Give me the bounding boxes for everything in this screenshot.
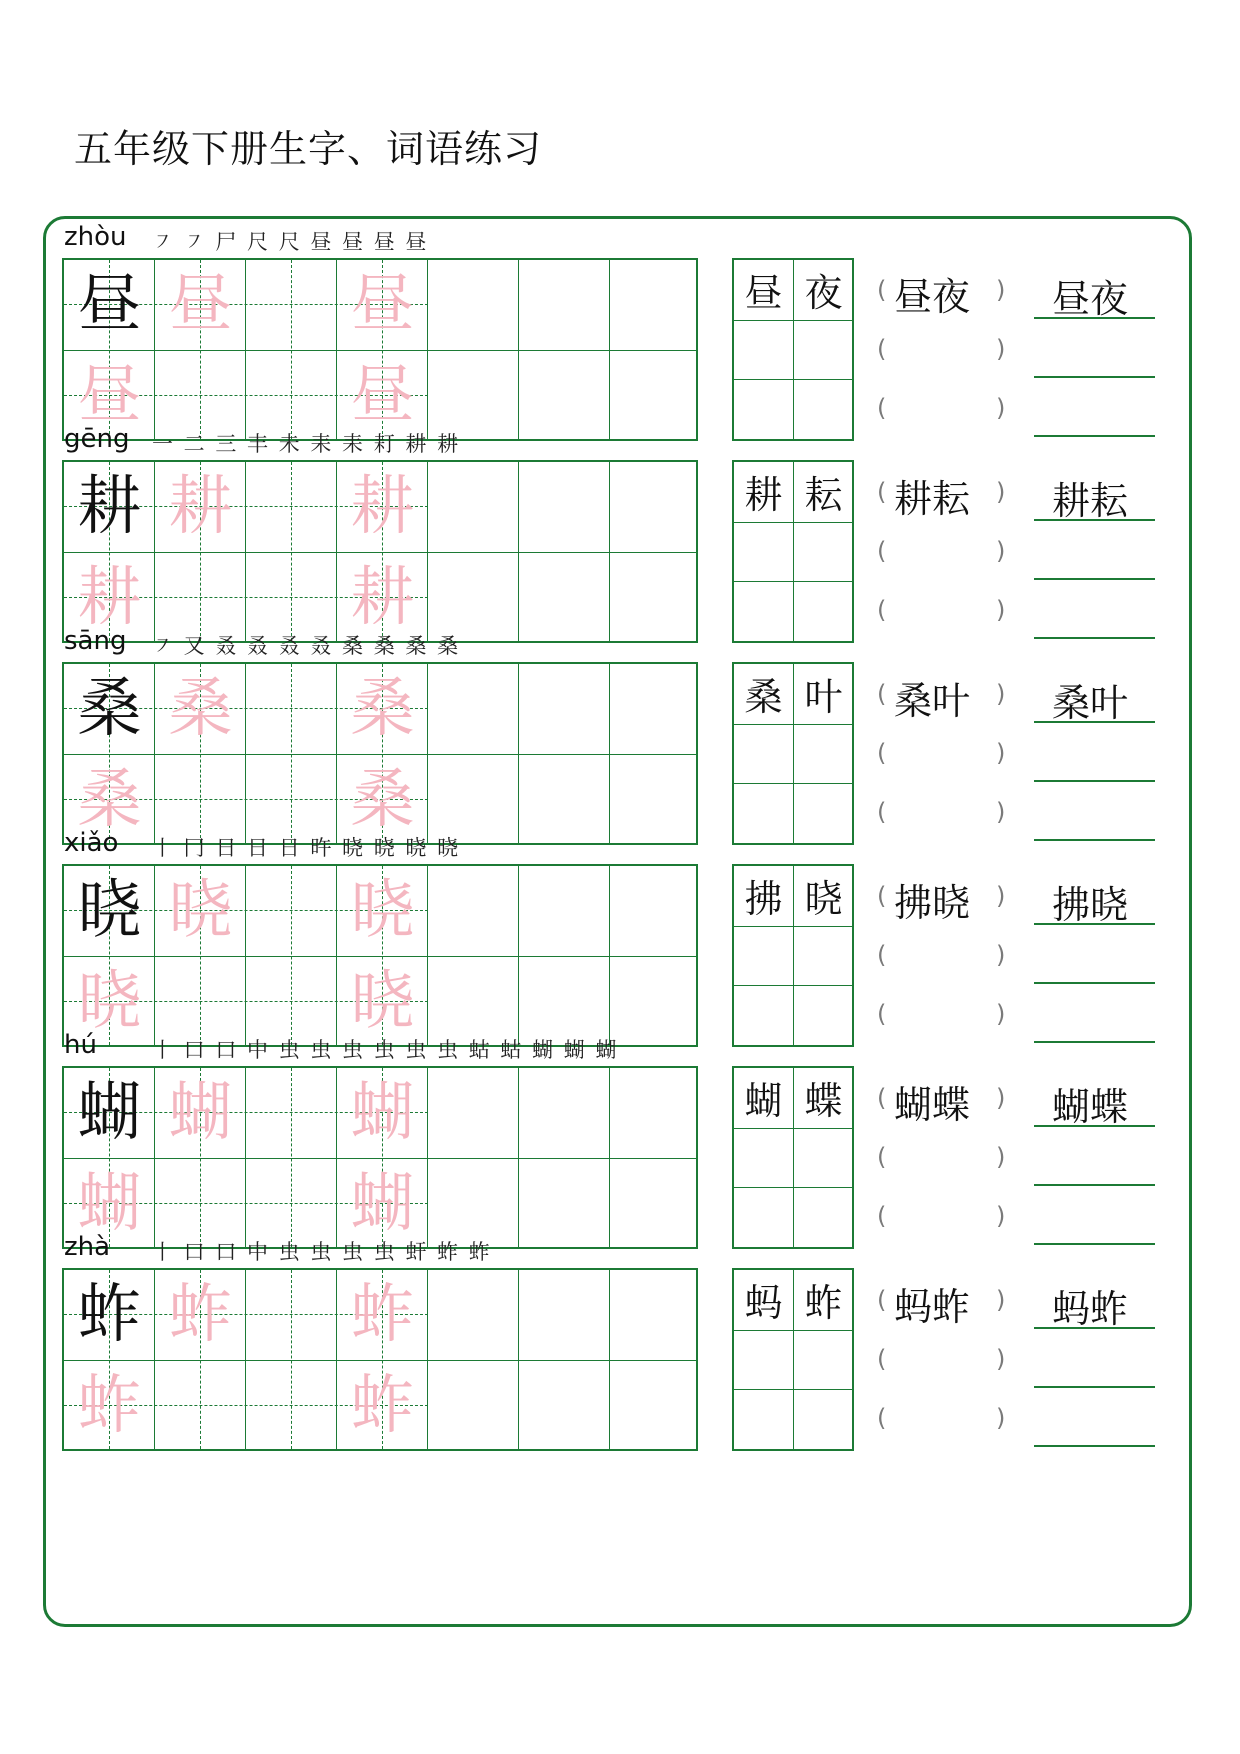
grid-line bbox=[734, 320, 852, 321]
paren-close: ) bbox=[996, 1000, 1006, 1028]
grid-line bbox=[734, 1389, 852, 1390]
model-character bbox=[64, 260, 155, 351]
paren-close: ) bbox=[996, 335, 1006, 363]
character-glyph: 桑 bbox=[350, 762, 415, 837]
pinyin-label: sāng bbox=[64, 626, 127, 656]
paren-close: ) bbox=[996, 478, 1006, 506]
guide-line bbox=[291, 260, 292, 439]
copy-word: 桑叶 bbox=[1052, 681, 1129, 725]
writing-line[interactable] bbox=[1034, 1445, 1155, 1447]
word-char: 蝶 bbox=[804, 1079, 843, 1123]
character-entry bbox=[62, 626, 1162, 855]
trace-character bbox=[337, 1270, 428, 1361]
word-char: 晓 bbox=[804, 877, 843, 921]
trace-character bbox=[337, 462, 428, 553]
paren-open: ( bbox=[877, 1202, 887, 1230]
word-grid bbox=[732, 460, 854, 643]
character-glyph: 蚱 bbox=[77, 1278, 142, 1353]
character-glyph: 耕 bbox=[350, 470, 415, 545]
word-char: 夜 bbox=[804, 271, 843, 315]
word-char: 拂 bbox=[744, 877, 783, 921]
grid-line bbox=[734, 724, 852, 725]
character-glyph: 耕 bbox=[168, 470, 233, 545]
trace-character bbox=[155, 1270, 246, 1361]
grid-line bbox=[734, 926, 852, 927]
copy-word: 昼夜 bbox=[1052, 277, 1129, 321]
character-glyph: 桑 bbox=[168, 672, 233, 747]
character-glyph: 蚱 bbox=[350, 1278, 415, 1353]
paren-open: ( bbox=[877, 680, 887, 708]
word-char: 蚱 bbox=[804, 1281, 843, 1325]
model-character bbox=[64, 664, 155, 755]
trace-character bbox=[337, 866, 428, 957]
stroke-order: 丨 口 口 中 虫 虫 虫 虫 虷 蚱 蚱 bbox=[152, 1240, 492, 1264]
guide-line bbox=[291, 462, 292, 641]
paren-open: ( bbox=[877, 596, 887, 624]
paren-close: ) bbox=[996, 1404, 1006, 1432]
word-char: 蚂 bbox=[744, 1281, 783, 1325]
paren-open: ( bbox=[877, 478, 887, 506]
writing-line[interactable] bbox=[1034, 721, 1155, 723]
stroke-order: 丨 口 口 中 虫 虫 虫 虫 虫 虫 蛄 蛄 蝴 蝴 蝴 bbox=[152, 1038, 619, 1062]
guide-line bbox=[291, 1270, 292, 1449]
practice-grid bbox=[62, 460, 698, 643]
character-entry bbox=[62, 222, 1162, 451]
paren-open: ( bbox=[877, 1143, 887, 1171]
writing-line[interactable] bbox=[1034, 780, 1155, 782]
character-entry bbox=[62, 828, 1162, 1057]
paren-open: ( bbox=[877, 1286, 887, 1314]
trace-character bbox=[155, 866, 246, 957]
character-glyph: 昼 bbox=[350, 358, 415, 433]
character-glyph: 耕 bbox=[350, 560, 415, 635]
trace-character bbox=[337, 1068, 428, 1159]
writing-line[interactable] bbox=[1034, 1125, 1155, 1127]
paren-open: ( bbox=[877, 1345, 887, 1373]
paren-open: ( bbox=[877, 1404, 887, 1432]
page-title: 五年级下册生字、词语练习 bbox=[74, 127, 543, 171]
writing-line[interactable] bbox=[1034, 1327, 1155, 1329]
trace-character bbox=[155, 462, 246, 553]
word-grid bbox=[732, 1268, 854, 1451]
word-char: 耘 bbox=[804, 473, 843, 517]
writing-line[interactable] bbox=[1034, 923, 1155, 925]
model-character bbox=[64, 866, 155, 957]
character-glyph: 蝴 bbox=[350, 1166, 415, 1241]
word-char: 昼 bbox=[744, 271, 783, 315]
character-glyph: 晓 bbox=[168, 874, 233, 949]
paren-open: ( bbox=[877, 394, 887, 422]
word-char: 叶 bbox=[804, 675, 843, 719]
character-glyph: 昼 bbox=[168, 268, 233, 343]
character-glyph: 昼 bbox=[77, 358, 142, 433]
writing-line[interactable] bbox=[1034, 1386, 1155, 1388]
writing-line[interactable] bbox=[1034, 519, 1155, 521]
trace-character bbox=[155, 260, 246, 351]
copy-word: 耕耘 bbox=[1052, 479, 1129, 523]
paren-open: ( bbox=[877, 941, 887, 969]
trace-character bbox=[155, 1068, 246, 1159]
pinyin-word: 桑叶 bbox=[894, 679, 971, 723]
paren-open: ( bbox=[877, 882, 887, 910]
paren-open: ( bbox=[877, 537, 887, 565]
character-glyph: 晓 bbox=[77, 964, 142, 1039]
guide-line bbox=[291, 664, 292, 843]
word-grid bbox=[732, 1066, 854, 1249]
practice-grid bbox=[62, 1066, 698, 1249]
grid-line bbox=[734, 1187, 852, 1188]
paren-close: ) bbox=[996, 1286, 1006, 1314]
pinyin-label: zhà bbox=[64, 1232, 111, 1262]
writing-line[interactable] bbox=[1034, 317, 1155, 319]
paren-close: ) bbox=[996, 1084, 1006, 1112]
grid-line bbox=[734, 985, 852, 986]
character-glyph: 蝴 bbox=[350, 1076, 415, 1151]
paren-close: ) bbox=[996, 680, 1006, 708]
grid-line bbox=[734, 783, 852, 784]
pinyin-word: 蝴蝶 bbox=[894, 1083, 971, 1127]
paren-close: ) bbox=[996, 739, 1006, 767]
character-glyph: 耕 bbox=[77, 470, 142, 545]
character-entry bbox=[62, 1232, 1162, 1461]
word-grid bbox=[732, 864, 854, 1047]
character-glyph: 蚱 bbox=[168, 1278, 233, 1353]
paren-open: ( bbox=[877, 798, 887, 826]
practice-grid bbox=[62, 1268, 698, 1451]
paren-close: ) bbox=[996, 941, 1006, 969]
character-glyph: 蚱 bbox=[77, 1368, 142, 1443]
character-glyph: 桑 bbox=[350, 672, 415, 747]
paren-close: ) bbox=[996, 1143, 1006, 1171]
character-glyph: 晓 bbox=[77, 874, 142, 949]
model-character bbox=[64, 1068, 155, 1159]
character-entry bbox=[62, 424, 1162, 653]
character-glyph: 昼 bbox=[77, 268, 142, 343]
pinyin-word: 蚂蚱 bbox=[894, 1285, 971, 1329]
paren-close: ) bbox=[996, 1345, 1006, 1373]
practice-grid bbox=[62, 662, 698, 845]
character-glyph: 耕 bbox=[77, 560, 142, 635]
writing-line[interactable] bbox=[1034, 982, 1155, 984]
paren-open: ( bbox=[877, 335, 887, 363]
grid-line bbox=[734, 522, 852, 523]
character-glyph: 蝴 bbox=[77, 1166, 142, 1241]
paren-close: ) bbox=[996, 1202, 1006, 1230]
pinyin-label: xiǎo bbox=[64, 828, 119, 858]
character-glyph: 桑 bbox=[77, 672, 142, 747]
trace-character bbox=[337, 260, 428, 351]
model-character bbox=[64, 1270, 155, 1361]
copy-word: 蚂蚱 bbox=[1052, 1287, 1129, 1331]
pinyin-word: 耕耘 bbox=[894, 477, 971, 521]
paren-close: ) bbox=[996, 394, 1006, 422]
pinyin-label: gēng bbox=[64, 424, 130, 454]
paren-open: ( bbox=[877, 1000, 887, 1028]
paren-close: ) bbox=[996, 882, 1006, 910]
paren-close: ) bbox=[996, 276, 1006, 304]
practice-grid bbox=[62, 864, 698, 1047]
copy-word: 拂晓 bbox=[1052, 883, 1129, 927]
trace-character bbox=[337, 1361, 428, 1452]
stroke-order: ㇇ ㇇ 尸 尺 尺 昼 昼 昼 昼 bbox=[152, 230, 429, 254]
stroke-order: ㇇ 又 叒 叒 叒 叒 桑 桑 桑 桑 bbox=[152, 634, 461, 658]
paren-close: ) bbox=[996, 537, 1006, 565]
word-grid bbox=[732, 258, 854, 441]
paren-open: ( bbox=[877, 1084, 887, 1112]
character-entry bbox=[62, 1030, 1162, 1259]
character-glyph: 蚱 bbox=[350, 1368, 415, 1443]
model-character bbox=[64, 462, 155, 553]
stroke-order: 丨 冂 日 日 日 旿 晓 晓 晓 晓 bbox=[152, 836, 461, 860]
character-glyph: 蝴 bbox=[77, 1076, 142, 1151]
stroke-order: 一 二 三 丰 未 耒 耒 耓 耕 耕 bbox=[152, 432, 461, 456]
writing-line[interactable] bbox=[1034, 1184, 1155, 1186]
word-char: 桑 bbox=[744, 675, 783, 719]
character-glyph: 蝴 bbox=[168, 1076, 233, 1151]
character-glyph: 昼 bbox=[350, 268, 415, 343]
character-glyph: 晓 bbox=[350, 874, 415, 949]
writing-line[interactable] bbox=[1034, 376, 1155, 378]
guide-line bbox=[291, 866, 292, 1045]
pinyin-word: 昼夜 bbox=[894, 275, 971, 319]
word-char: 耕 bbox=[744, 473, 783, 517]
copy-word: 蝴蝶 bbox=[1052, 1085, 1129, 1129]
grid-line bbox=[734, 581, 852, 582]
writing-line[interactable] bbox=[1034, 578, 1155, 580]
paren-open: ( bbox=[877, 276, 887, 304]
practice-grid bbox=[62, 258, 698, 441]
word-char: 蝴 bbox=[744, 1079, 783, 1123]
pinyin-word: 拂晓 bbox=[894, 881, 971, 925]
trace-character bbox=[155, 664, 246, 755]
pinyin-label: zhòu bbox=[64, 222, 127, 252]
grid-line bbox=[734, 379, 852, 380]
trace-character bbox=[337, 664, 428, 755]
grid-line bbox=[734, 1128, 852, 1129]
paren-open: ( bbox=[877, 739, 887, 767]
grid-line bbox=[734, 1330, 852, 1331]
pinyin-label: hú bbox=[64, 1030, 97, 1060]
guide-line bbox=[291, 1068, 292, 1247]
character-glyph: 晓 bbox=[350, 964, 415, 1039]
paren-close: ) bbox=[996, 798, 1006, 826]
character-glyph: 桑 bbox=[77, 762, 142, 837]
paren-close: ) bbox=[996, 596, 1006, 624]
trace-character bbox=[64, 1361, 155, 1452]
word-grid bbox=[732, 662, 854, 845]
